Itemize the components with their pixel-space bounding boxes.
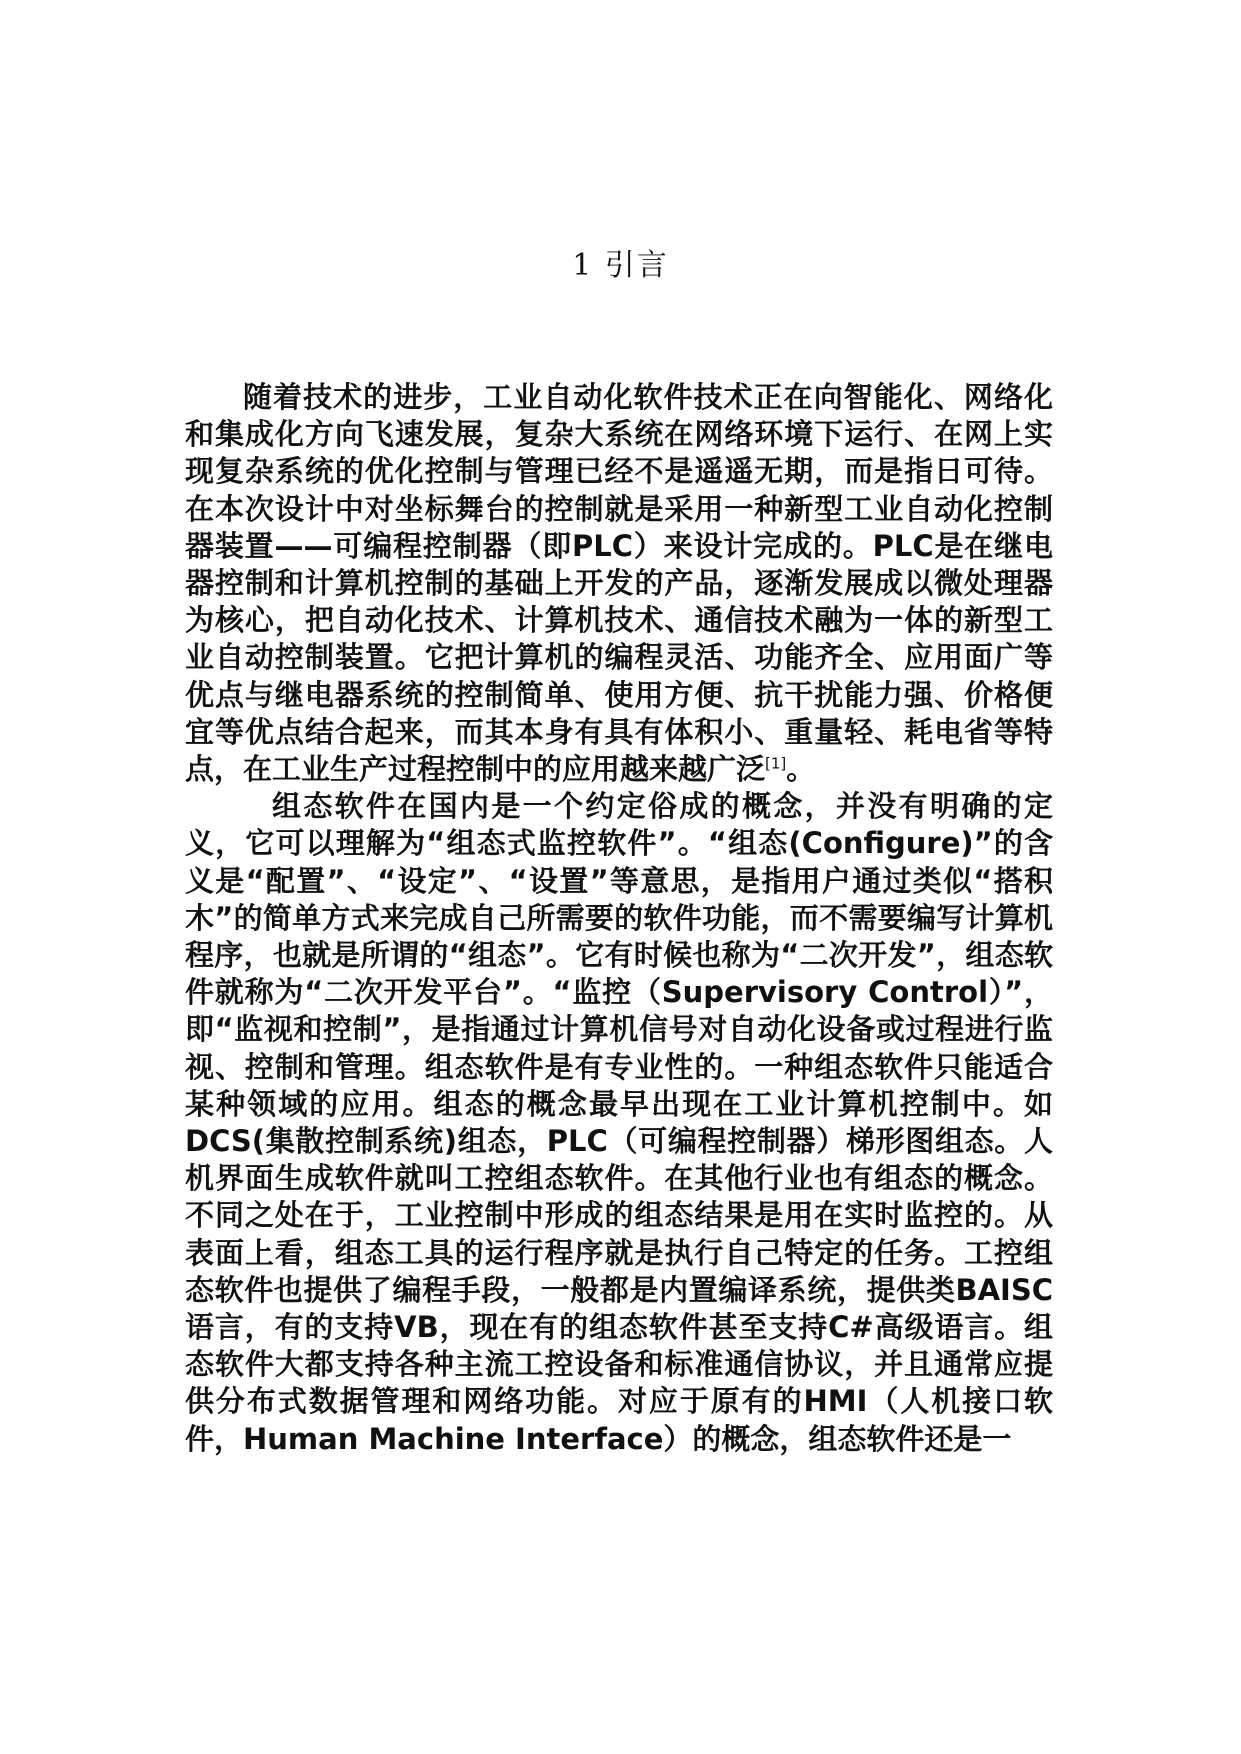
paragraph-2 (185, 788, 1053, 1458)
citation-ref: [1] (765, 754, 787, 773)
paragraph-2-text: 组态软件在国内是一个约定俗成的概念，并没有明确的定义，它可以理解为“组态式监控软件”。“组态(Configure)”的含义是“配置”、“设定”、“设置”等意思，是指用户通过类似“搭积木”的简单方式来完成自己所需要的软件功能，而不需要编写计算机程序，也就是所谓的“组态”。它有时候也称为“二次开发”，组态软件就称为“二次开发平台”。“监控（Supervisory Control）”，即“监视和控制”，是指通过计算机信号对自动化设备或过程进行监视、控制和管理。组态软件是有专业性的。一种组态软件只能适合某种领域的应用。组态的概念最早出现在工业计算机控制中。如DCS(集散控制系统)组态，PLC（可编程控制器）梯形图组态。人机界面生成软件就叫工控组态软件。在其他行业也有组态的概念。不同之处在于，工业控制中形成的组态结果是用在实时监控的。从表面上看，组态工具的运行程序就是执行自己特定的任务。工控组态软件也提供了编程手段，一般都是内置编译系统，提供类BAISC语言，有的支持VB，现在有的组态软件甚至支持C#高级语言。组态软件大都支持各种主流工控设备和标准通信协议，并且通常应提供分布式数据管理和网络功能。对应于原有的HMI（人机接口软件，Human Machine Interface）的概念，组态软件还是一 (185, 789, 1053, 1456)
body-text (185, 379, 1053, 1458)
paragraph-1 (185, 379, 1053, 788)
section-title: 1 引言 (572, 248, 669, 283)
paragraph-1-end: 。 (786, 752, 816, 787)
paragraph-1-text: 随着技术的进步，工业自动化软件技术正在向智能化、网络化和集成化方向飞速发展，复杂大系统在网络环境下运行、在网上实现复杂系统的优化控制与管理已经不是遥遥无期，而是指日可待。在本次设计中对坐标舞台的控制就是采用一种新型工业自动化控制器装置——可编程控制器（即PLC）来设计完成的。PLC是在继电器控制和计算机控制的基础上开发的产品，逐渐发展成以微处理器为核心，把自动化技术、计算机技术、通信技术融为一体的新型工业自动控制装置。它把计算机的编程灵活、功能齐全、应用面广等优点与继电器系统的控制简单、使用方便、抗干扰能力强、价格便宜等优点结合起来，而其本身有具有体积小、重量轻、耗电省等特点，在工业生产过程控制中的应用越来越广泛 (185, 380, 1053, 787)
